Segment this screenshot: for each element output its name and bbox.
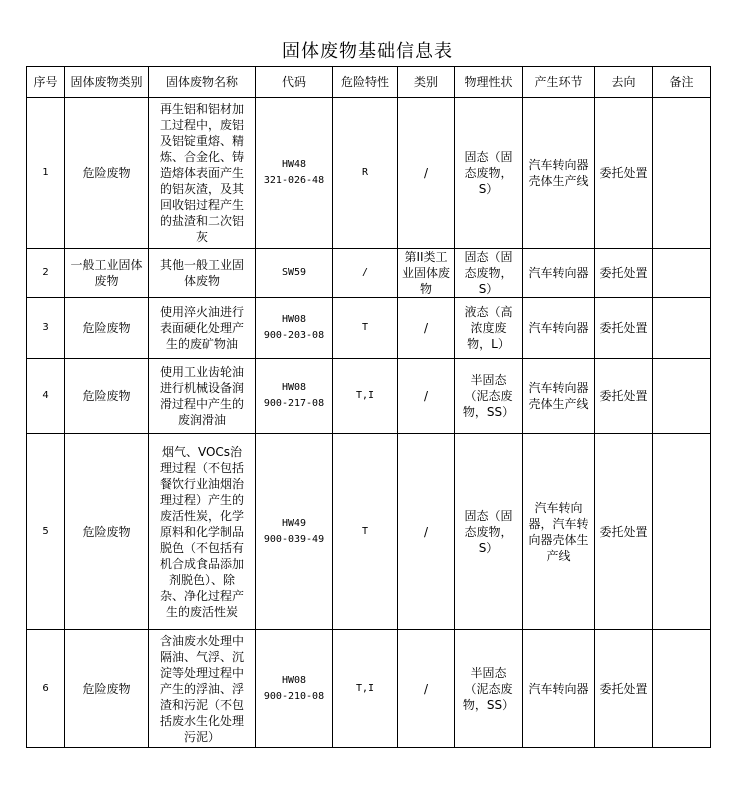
code-type: SW59	[281, 267, 307, 278]
cell-state: 半固态（泥态废物，SS）	[455, 359, 523, 434]
cell-category: 危险废物	[65, 98, 149, 249]
code-type: HW08	[281, 314, 307, 325]
page-title: 固体废物基础信息表	[282, 41, 453, 62]
cell-class: /	[398, 98, 455, 249]
cell-hazard: R	[333, 98, 398, 249]
code-type: HW48	[281, 159, 307, 170]
cell-destination: 委托处置	[595, 298, 653, 359]
cell-destination: 委托处置	[595, 630, 653, 748]
header-name: 固体废物名称	[149, 67, 256, 98]
cell-hazard: T	[333, 298, 398, 359]
table-row	[27, 359, 711, 434]
header-destination: 去向	[595, 67, 653, 98]
solid-waste-table	[26, 66, 711, 748]
header-state: 物理性状	[455, 67, 523, 98]
cell-hazard: T,I	[333, 359, 398, 434]
cell-name: 烟气、VOCs治理过程（不包括餐饮行业油烟治理过程）产生的废活性炭，化学原料和化学制品脱色（不包括有机合成食品添加剂脱色）、除杂、净化过程产生的废活性炭	[149, 434, 256, 630]
cell-no: 2	[27, 249, 65, 298]
cell-code	[256, 98, 333, 249]
table-header-row	[27, 67, 711, 98]
cell-process: 汽车转向器壳体生产线	[523, 359, 595, 434]
cell-process: 汽车转向器壳体生产线	[523, 98, 595, 249]
table-row	[27, 249, 711, 298]
cell-hazard: /	[333, 249, 398, 298]
cell-state: 固态（固态废物，S）	[455, 249, 523, 298]
header-category: 固体废物类别	[65, 67, 149, 98]
cell-process: 汽车转向器	[523, 630, 595, 748]
cell-name: 其他一般工业固体废物	[149, 249, 256, 298]
cell-state: 固态（固态废物，S）	[455, 98, 523, 249]
cell-hazard: T	[333, 434, 398, 630]
cell-no: 5	[27, 434, 65, 630]
header-hazard: 危险特性	[333, 67, 398, 98]
cell-name: 再生铝和铝材加工过程中，废铝及铝锭重熔、精炼、合金化、铸造熔体表面产生的铝灰渣，及其回收铝过程产生的盐渣和二次铝灰	[149, 98, 256, 249]
cell-code	[256, 359, 333, 434]
code-number: 900-039-49	[263, 533, 325, 545]
cell-class: /	[398, 298, 455, 359]
cell-remark	[653, 98, 711, 249]
cell-state: 半固态（泥态废物，SS）	[455, 630, 523, 748]
cell-code	[256, 249, 333, 298]
cell-destination: 委托处置	[595, 359, 653, 434]
cell-class: /	[398, 434, 455, 630]
cell-no: 6	[27, 630, 65, 748]
cell-category: 一般工业固体废物	[65, 249, 149, 298]
cell-remark	[653, 630, 711, 748]
cell-remark	[653, 434, 711, 630]
cell-class: /	[398, 630, 455, 748]
cell-state: 固态（固态废物，S）	[455, 434, 523, 630]
cell-class: 第II类工业固体废物	[398, 249, 455, 298]
cell-process: 汽车转向器，汽车转向器壳体生产线	[523, 434, 595, 630]
cell-code	[256, 630, 333, 748]
code-number: 900-217-08	[263, 398, 325, 409]
cell-code	[256, 434, 333, 630]
cell-code	[256, 298, 333, 359]
table-row	[27, 298, 711, 359]
cell-no: 3	[27, 298, 65, 359]
code-type: HW08	[281, 674, 307, 686]
header-remark: 备注	[653, 67, 711, 98]
table-row	[27, 434, 711, 630]
cell-category: 危险废物	[65, 630, 149, 748]
cell-category: 危险废物	[65, 298, 149, 359]
code-number: 900-210-08	[263, 690, 325, 702]
cell-class: /	[398, 359, 455, 434]
cell-category: 危险废物	[65, 434, 149, 630]
cell-name: 使用工业齿轮油进行机械设备润滑过程中产生的废润滑油	[149, 359, 256, 434]
header-class: 类别	[398, 67, 455, 98]
cell-destination: 委托处置	[595, 98, 653, 249]
cell-remark	[653, 298, 711, 359]
cell-remark	[653, 249, 711, 298]
cell-remark	[653, 359, 711, 434]
header-process: 产生环节	[523, 67, 595, 98]
cell-process: 汽车转向器	[523, 249, 595, 298]
cell-destination: 委托处置	[595, 249, 653, 298]
code-type: HW08	[281, 382, 307, 393]
cell-name: 使用淬火油进行表面硬化处理产生的废矿物油	[149, 298, 256, 359]
cell-hazard: T,I	[333, 630, 398, 748]
cell-process: 汽车转向器	[523, 298, 595, 359]
code-number: 321-026-48	[263, 175, 325, 186]
header-no: 序号	[27, 67, 65, 98]
cell-destination: 委托处置	[595, 434, 653, 630]
code-number: 900-203-08	[263, 330, 325, 341]
table-row	[27, 98, 711, 249]
cell-category: 危险废物	[65, 359, 149, 434]
cell-state: 液态（高浓度废物，L）	[455, 298, 523, 359]
cell-no: 1	[27, 98, 65, 249]
cell-name: 含油废水处理中隔油、气浮、沉淀等处理过程中产生的浮油、浮渣和污泥（不包括废水生化处理污泥）	[149, 630, 256, 748]
table-row	[27, 630, 711, 748]
code-type: HW49	[281, 517, 307, 529]
header-code: 代码	[256, 67, 333, 98]
cell-no: 4	[27, 359, 65, 434]
